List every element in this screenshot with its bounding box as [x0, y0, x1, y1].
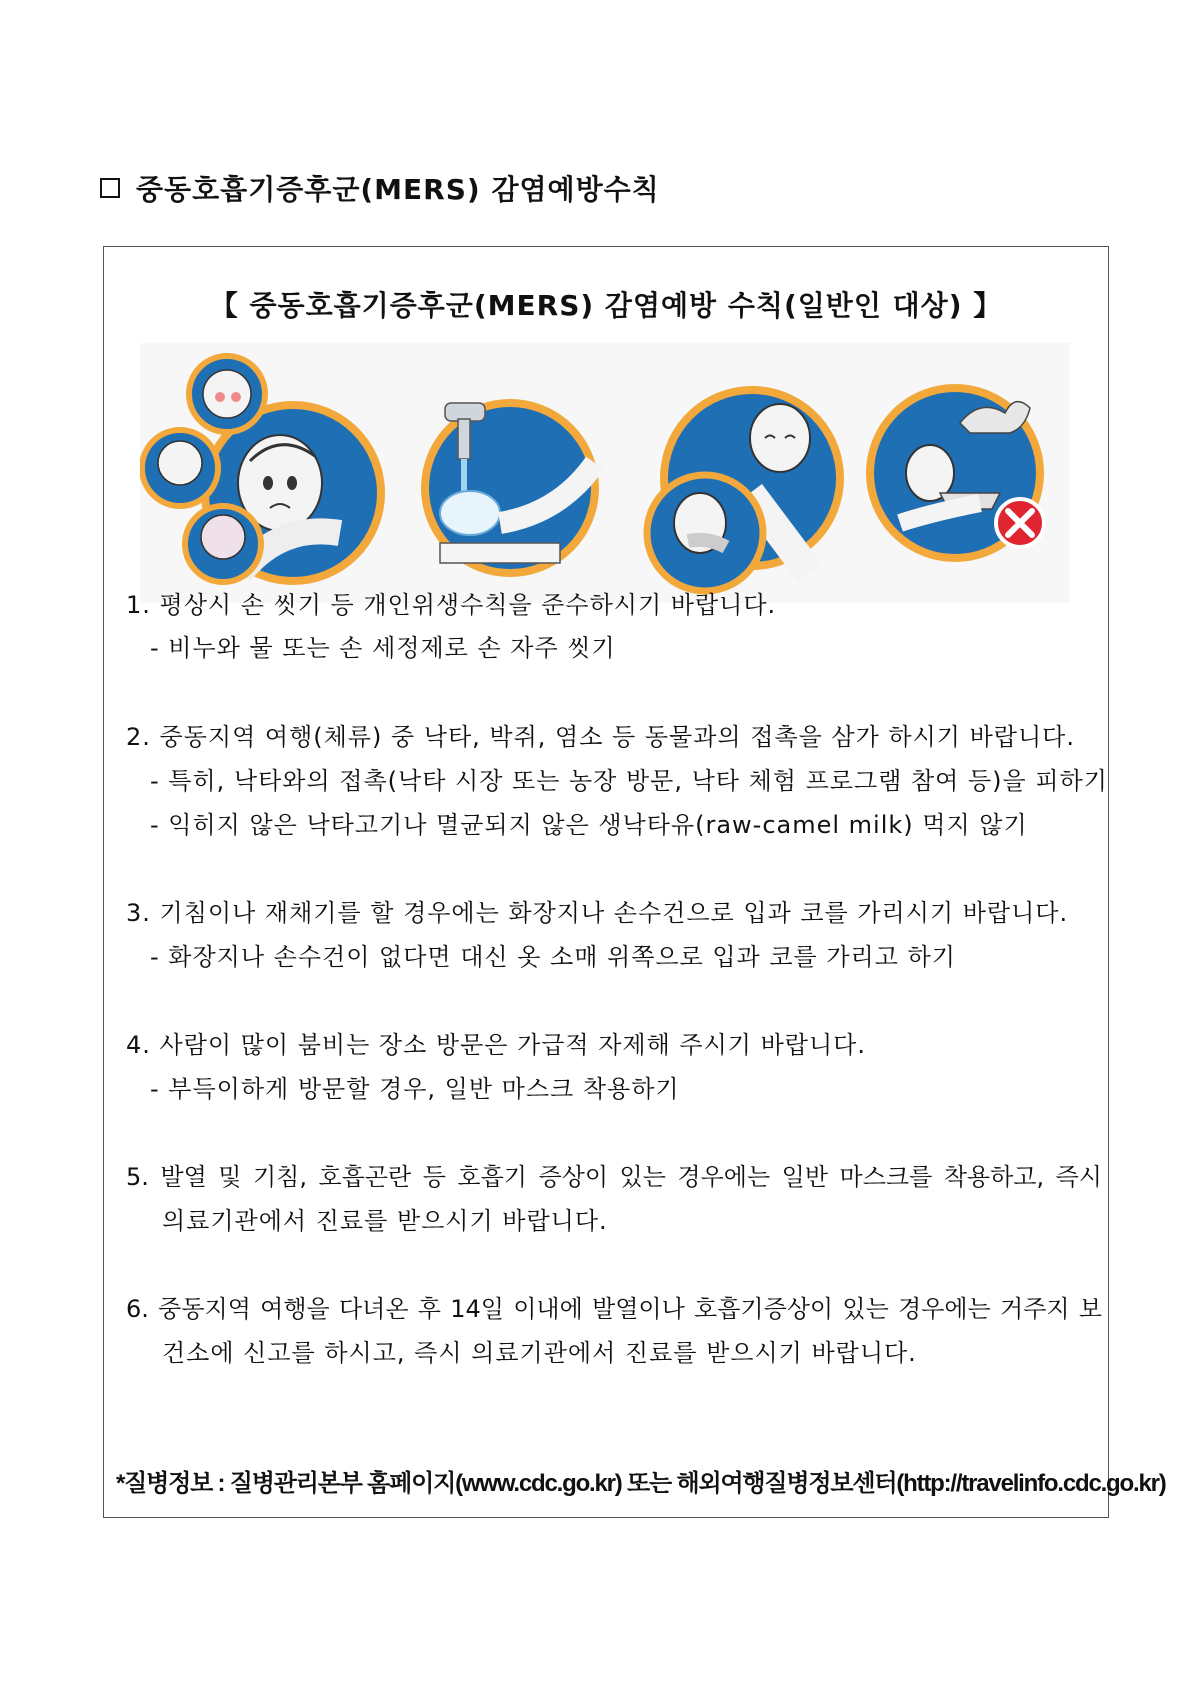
- checkbox-icon: [100, 178, 120, 198]
- footnote: *질병정보 : 질병관리본부 홈페이지(www.cdc.go.kr) 또는 해외여행질병정보센터(http://travelinfo.cdc.go.kr): [116, 1470, 1166, 1497]
- guideline-item-5-line-1: 5. 발열 및 기침, 호흡곤란 등 호흡기 증상이 있는 경우에는 일반 마스크를 착용하고, 즉시: [126, 1163, 1102, 1191]
- guideline-item-2-sub-1: - 특히, 낙타와의 접촉(낙타 시장 또는 농장 방문, 낙타 체험 프로그램 참여 등)을 피하기: [150, 767, 1108, 795]
- guideline-item-1: 1. 평상시 손 씻기 등 개인위생수칙을 준수하시기 바랍니다.: [126, 591, 777, 619]
- guideline-item-3-sub-1: - 화장지나 손수건이 없다면 대신 옷 소매 위쪽으로 입과 코를 가리고 하기: [150, 943, 956, 971]
- guideline-item-6-line-1: 6. 중동지역 여행을 다녀온 후 14일 이내에 발열이나 호흡기증상이 있는 경우에는 거주지 보: [126, 1295, 1102, 1323]
- guideline-box: [103, 246, 1166, 1518]
- guideline-item-2-sub-2: - 익히지 않은 낙타고기나 멸균되지 않은 생낙타유(raw-camel milk) 먹지 않기: [150, 811, 1028, 839]
- guideline-item-2: 2. 중동지역 여행(체류) 중 낙타, 박쥐, 염소 등 동물과의 접촉을 삼가 하시기 바랍니다.: [126, 723, 1075, 751]
- no-camel-milk-icon: [870, 388, 1044, 558]
- page-heading-text: 중동호흡기증후군(MERS) 감염예방수칙: [136, 173, 660, 206]
- box-title: 【 중동호흡기증후군(MERS) 감염예방 수칙(일반인 대상) 】: [209, 289, 1003, 322]
- illustration-strip: [140, 343, 1070, 603]
- guideline-item-4: 4. 사람이 많이 붐비는 장소 방문은 가급적 자제해 주시기 바랍니다.: [126, 1031, 866, 1059]
- guideline-item-4-sub-1: - 부득이하게 방문할 경우, 일반 마스크 착용하기: [150, 1075, 680, 1103]
- guideline-item-6-line-2: 건소에 신고를 하시고, 즉시 의료기관에서 진료를 받으시기 바랍니다.: [162, 1339, 917, 1367]
- page-heading: [100, 168, 660, 208]
- hand-washing-icon: [425, 403, 595, 573]
- guideline-item-1-sub-1: - 비누와 물 또는 손 세정제로 손 자주 씻기: [150, 634, 616, 662]
- guideline-item-3: 3. 기침이나 재채기를 할 경우에는 화장지나 손수건으로 입과 코를 가리시기 바랍니다.: [126, 899, 1069, 927]
- guideline-item-5-line-2: 의료기관에서 진료를 받으시기 바랍니다.: [162, 1207, 608, 1235]
